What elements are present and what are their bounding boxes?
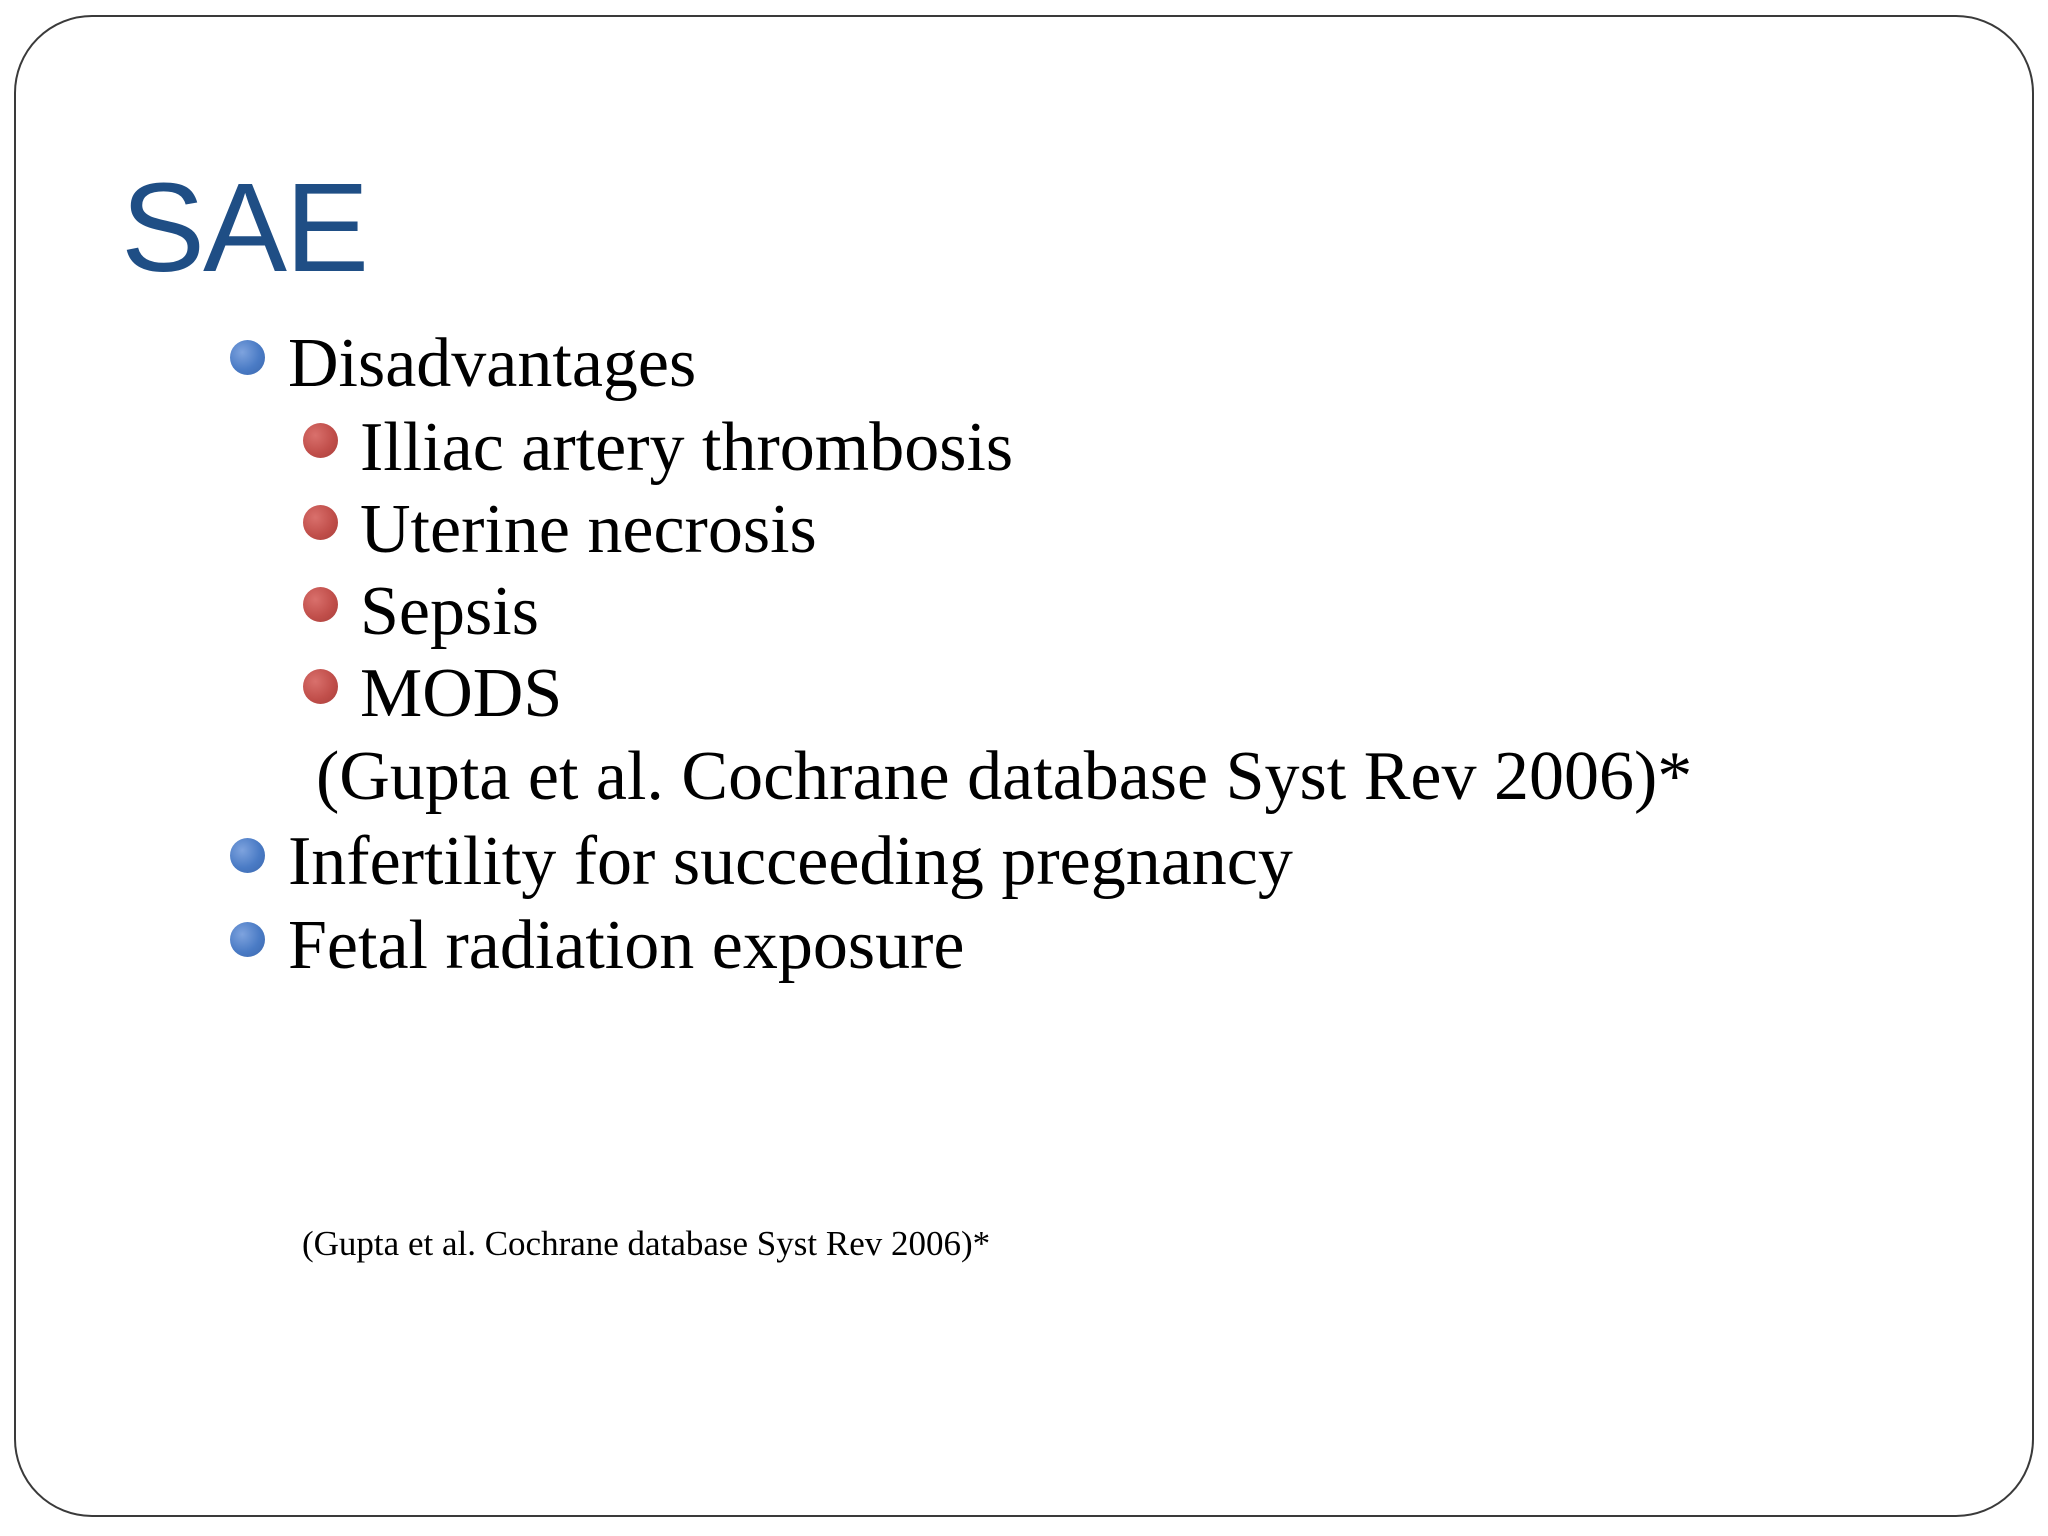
inline-citation: (Gupta et al. Cochrane database Syst Rev 2006)* xyxy=(316,738,1693,815)
bullet-mods: MODS xyxy=(360,655,563,732)
bullet-fetal-radiation-exposure: Fetal radiation exposure xyxy=(288,907,965,984)
bullet-infertility: Infertility for succeeding pregnancy xyxy=(288,823,1293,900)
bullet-illiac-artery-thrombosis: Illiac artery thrombosis xyxy=(360,409,1014,486)
bullet-uterine-necrosis: Uterine necrosis xyxy=(360,491,817,568)
bullet-sepsis: Sepsis xyxy=(360,573,539,650)
bullet-dot-blue xyxy=(230,922,265,957)
bullet-dot-red xyxy=(303,587,338,622)
bullet-dot-red xyxy=(303,505,338,540)
bullet-dot-red xyxy=(303,669,338,704)
bullet-dot-blue xyxy=(230,838,265,873)
bullet-disadvantages: Disadvantages xyxy=(288,325,697,402)
slide-title: SAE xyxy=(121,157,368,298)
bullet-dot-blue xyxy=(230,340,265,375)
footer-citation: (Gupta et al. Cochrane database Syst Rev 2006)* xyxy=(302,1224,991,1263)
bullet-dot-red xyxy=(303,423,338,458)
